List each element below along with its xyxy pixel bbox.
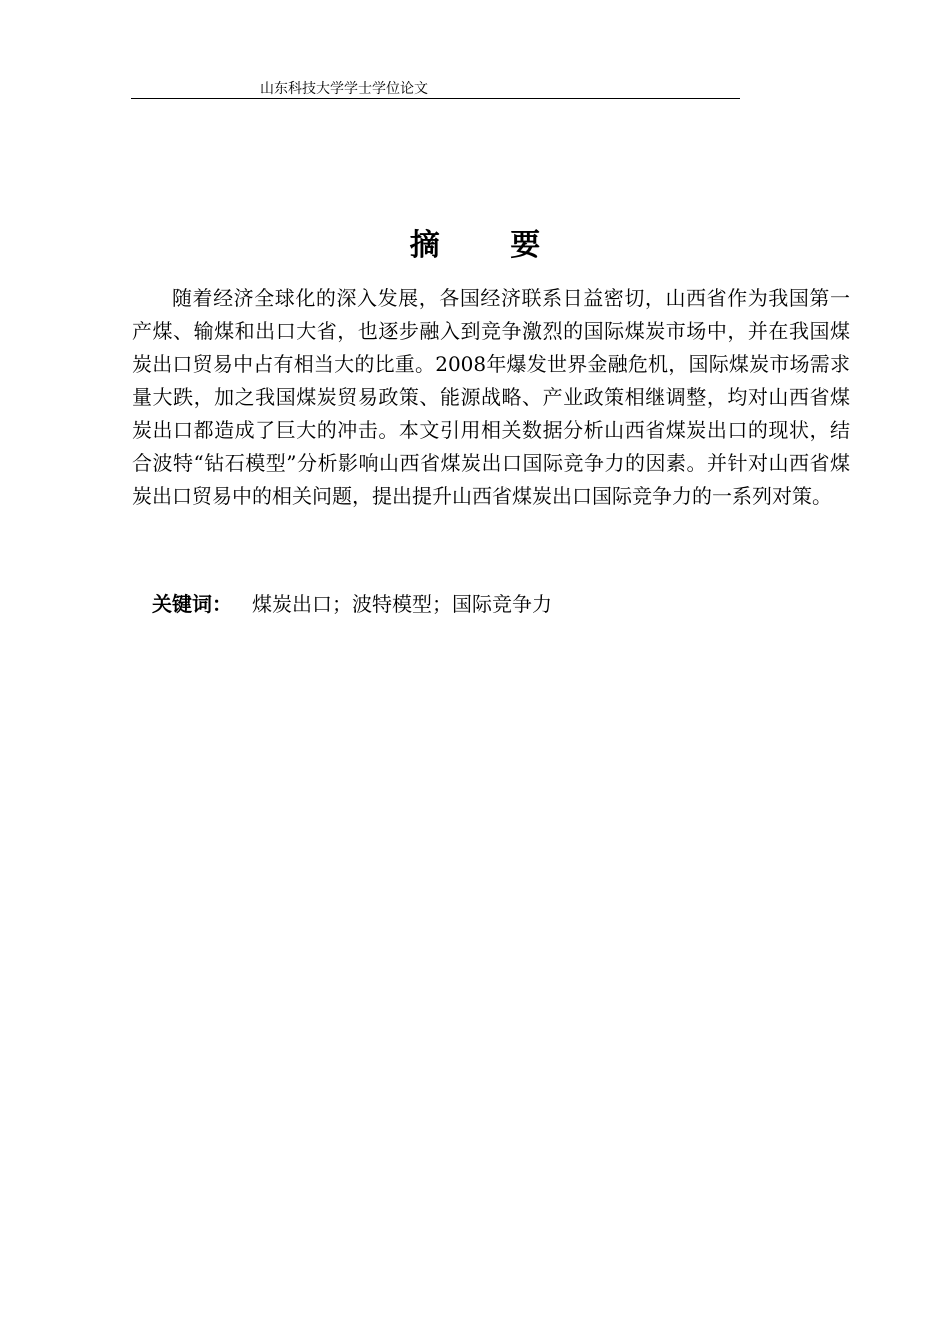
header-rule (131, 98, 740, 99)
abstract-title: 摘 要 (409, 228, 571, 263)
keywords-line (152, 588, 552, 621)
keywords-label: 关键词： (152, 592, 232, 616)
running-header: 山东科技大学学士学位论文 (260, 81, 428, 97)
keywords-text: 煤炭出口；波特模型；国际竞争力 (252, 592, 552, 616)
abstract-body: 随着经济全球化的深入发展，各国经济联系日益密切，山西省作为我国第一产煤、输煤和出口大省，也逐步融入到竞争激烈的国际煤炭市场中，并在我国煤炭出口贸易中占有相当大的比重。2008年爆发世界金融危机，国际煤炭市场需求量大跌，加之我国煤炭贸易政策、能源战略、产业政策相继调整，均对山西省煤炭出口都造成了巨大的冲击。本文引用相关数据分析山西省煤炭出口的现状，结合波特“钻石模型”分析影响山西省煤炭出口国际竞争力的因素。并针对山西省煤炭出口贸易中的相关问题，提出提升山西省煤炭出口国际竞争力的一系列对策。 (132, 286, 850, 508)
